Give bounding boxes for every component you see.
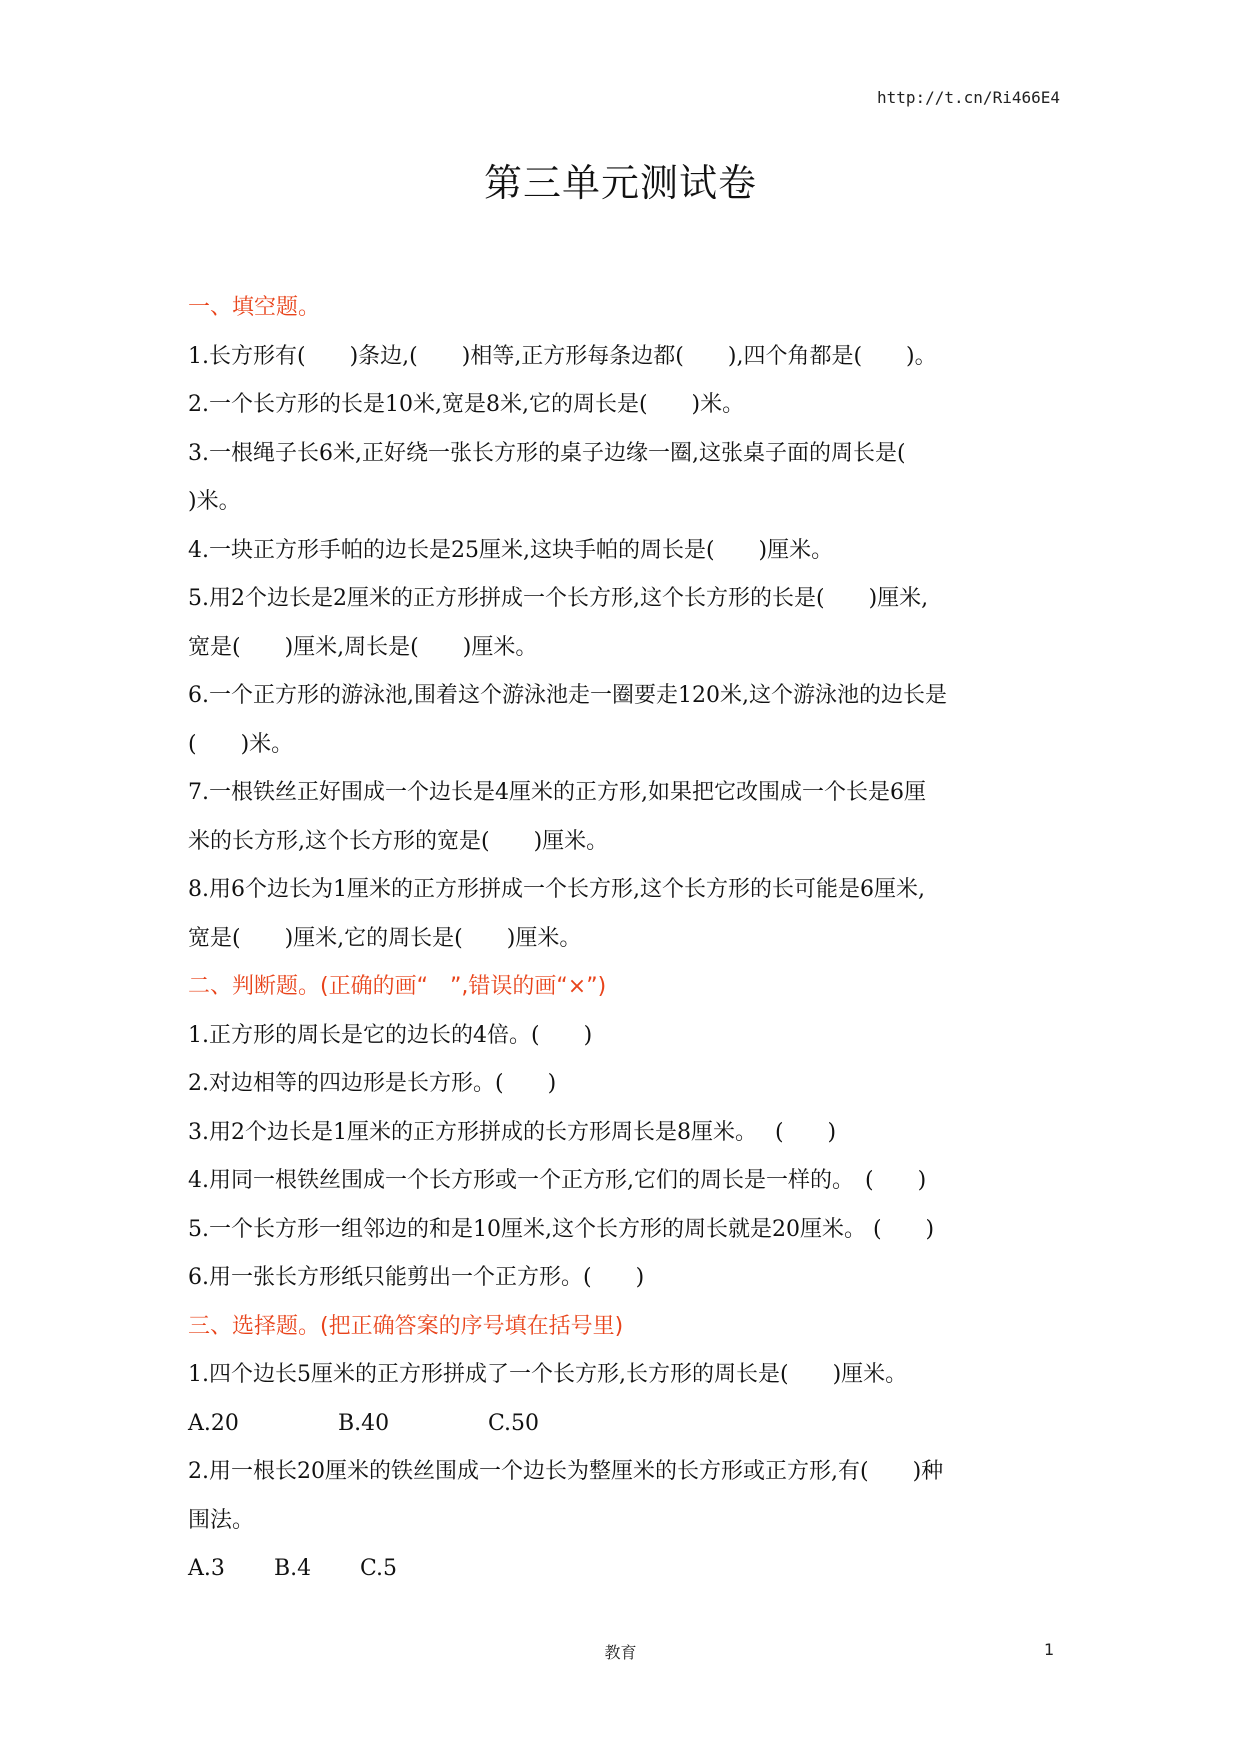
- section-heading-fill: 一、填空题。: [188, 295, 321, 320]
- exam-content: [188, 284, 1058, 1594]
- question-line: 6.一个正方形的游泳池,围着这个游泳池走一圈要走120米,这个游泳池的边长是: [188, 683, 947, 708]
- question-line: 4.一块正方形手帕的边长是25厘米,这块手帕的周长是( )厘米。: [188, 537, 834, 563]
- question-line: 5.一个长方形一组邻边的和是10厘米,这个长方形的周长就是20厘米。 ( ): [188, 1216, 935, 1242]
- page-number: 1: [1044, 1640, 1055, 1659]
- option-b: B.4: [274, 1556, 312, 1581]
- section-heading-choice: 三、选择题。(把正确答案的序号填在括号里): [188, 1313, 624, 1339]
- question-line: )米。: [188, 489, 241, 514]
- question-line: 7.一根铁丝正好围成一个边长是4厘米的正方形,如果把它改围成一个长是6厘: [188, 780, 926, 805]
- page-title: 第三单元测试卷: [483, 161, 757, 205]
- question-line: 宽是( )厘米,周长是( )厘米。: [188, 634, 538, 660]
- option-a: A.3: [188, 1556, 225, 1581]
- question-line: 1.四个边长5厘米的正方形拼成了一个长方形,长方形的周长是( )厘米。: [188, 1362, 908, 1387]
- answer-options: [188, 1400, 1058, 1449]
- option-c: C.50: [488, 1410, 540, 1436]
- question-line: 宽是( )厘米,它的周长是( )厘米。: [188, 925, 582, 951]
- answer-options: [188, 1545, 1058, 1594]
- question-line: 4.用同一根铁丝围成一个长方形或一个正方形,它们的周长是一样的。 ( ): [188, 1168, 927, 1193]
- option-a: A.20: [188, 1410, 239, 1436]
- question-line: 1.正方形的周长是它的边长的4倍。( ): [188, 1022, 593, 1048]
- option-b: B.40: [338, 1410, 390, 1436]
- header-url: http://t.cn/Ri466E4: [876, 88, 1060, 107]
- question-line: 6.用一张长方形纸只能剪出一个正方形。( ): [188, 1265, 645, 1290]
- question-line: 2.用一根长20厘米的铁丝围成一个边长为整厘米的长方形或正方形,有( )种: [188, 1459, 944, 1484]
- question-line: 1.长方形有( )条边,( )相等,正方形每条边都( ),四个角都是( )。: [188, 343, 937, 369]
- question-line: 2.对边相等的四边形是长方形。( ): [188, 1071, 557, 1096]
- question-line: 5.用2个边长是2厘米的正方形拼成一个长方形,这个长方形的长是( )厘米,: [188, 586, 929, 611]
- question-line: 围法。: [188, 1507, 255, 1533]
- question-line: ( )米。: [188, 731, 294, 757]
- question-line: 2.一个长方形的长是10米,宽是8米,它的周长是( )米。: [188, 392, 745, 417]
- question-line: 3.一根绳子长6米,正好绕一张长方形的桌子边缘一圈,这张桌子面的周长是(: [188, 440, 906, 466]
- question-line: 米的长方形,这个长方形的宽是( )厘米。: [188, 828, 609, 854]
- footer-label: 教育: [604, 1643, 637, 1662]
- option-c: C.5: [360, 1556, 398, 1581]
- question-line: 8.用6个边长为1厘米的正方形拼成一个长方形,这个长方形的长可能是6厘米,: [188, 877, 925, 902]
- question-line: 3.用2个边长是1厘米的正方形拼成的长方形周长是8厘米。 ( ): [188, 1119, 837, 1145]
- section-heading-judge: 二、判断题。(正确的画“ ”,错误的画“×”): [188, 974, 607, 999]
